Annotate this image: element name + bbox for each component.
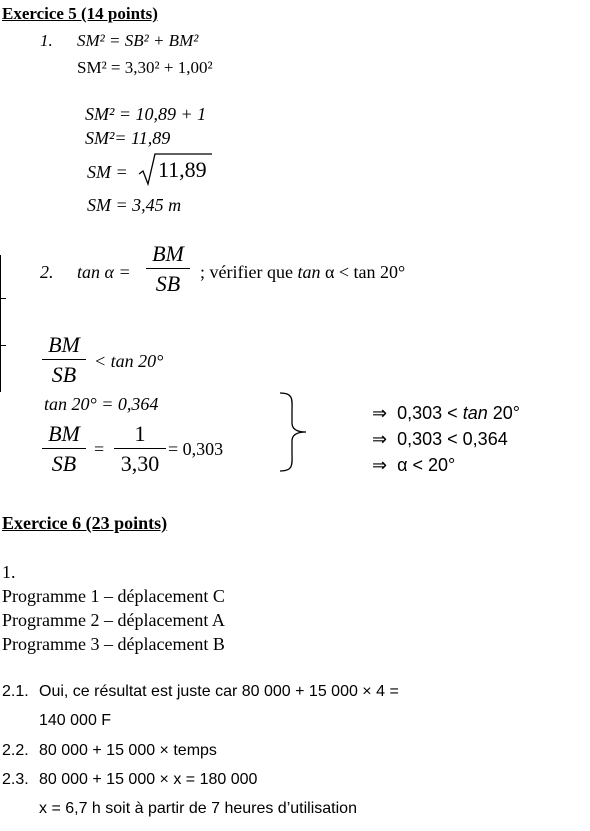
q2-instruction [200, 262, 405, 283]
fraction-bar [146, 268, 190, 269]
implication-tan: tan [462, 403, 488, 423]
program-line-1: Programme 1 – déplacement C [2, 586, 225, 606]
implication-3 [372, 455, 455, 476]
q2-number: 2. [40, 262, 54, 282]
fraction-denominator: SB [155, 271, 181, 296]
margin-tick [0, 298, 6, 299]
implies-arrow-icon: ⇒ [372, 455, 388, 475]
implies-arrow-icon: ⇒ [372, 403, 388, 423]
ratio-result: = 0,303 [168, 439, 224, 459]
q2-instruction-text: ; vérifier que [200, 262, 293, 282]
curly-brace [276, 390, 312, 474]
fraction-denominator: SB [51, 362, 77, 387]
implication-2 [372, 429, 508, 450]
implies-arrow-icon: ⇒ [372, 429, 388, 449]
q2-instruction-tan: tan [297, 262, 321, 282]
pythagoras-line-3: SM² = 10,89 + 1 [85, 104, 207, 124]
margin-bracket-line [0, 255, 1, 392]
equals-sign: = [94, 439, 105, 459]
implication-text: 0,303 < [397, 403, 458, 423]
fraction-bm-sb-3 [42, 423, 86, 475]
implication-1 [372, 403, 520, 424]
fraction-bm-sb-1 [146, 243, 190, 295]
answer-2-3-line-2: x = 6,7 h soit à partir de 7 heures d’utilisation [39, 800, 357, 817]
fraction-bar [42, 448, 86, 449]
answer-2-2-line-1: 80 000 + 15 000 × temps [39, 742, 217, 759]
q2-tan-alpha [77, 262, 131, 283]
fraction-numerator: 1 [134, 421, 146, 446]
fraction-1-over-3-30 [114, 423, 166, 475]
sqrt-radicand: 11,89 [158, 157, 207, 182]
sqrt-prefix: SM = [87, 162, 128, 182]
inequality-rhs: < tan 20° [94, 351, 164, 371]
pythagoras-line-1: SM² = SB² + BM² [77, 31, 199, 50]
fraction-denominator: SB [51, 451, 77, 476]
exercise-5-title: Exercice 5 (14 points) [2, 4, 158, 23]
answer-2-3-line-1: 80 000 + 15 000 × x = 180 000 [39, 771, 258, 788]
fraction-denominator: 3,30 [120, 451, 160, 476]
answer-2-1-number: 2.1. [2, 683, 29, 700]
implication-rest: 20° [492, 403, 520, 423]
tan20-value: tan 20° = 0,364 [44, 394, 159, 414]
implication-text: α < 20° [397, 455, 456, 475]
program-line-3: Programme 3 – déplacement B [2, 634, 225, 654]
fraction-bm-sb-2 [42, 334, 86, 386]
sm-result: SM = 3,45 m [87, 195, 182, 215]
fraction-numerator: BM [48, 332, 80, 357]
q1-number: 1. [40, 31, 53, 50]
answer-2-1-line-1: Oui, ce résultat est juste car 80 000 + 15 000 × 4 = [39, 683, 399, 700]
answer-2-1-line-2: 140 000 F [39, 712, 112, 729]
fraction-bar [114, 448, 166, 449]
pythagoras-line-4: SM²= 11,89 [85, 128, 171, 148]
q1-number-ex6: 1. [2, 562, 16, 582]
exercise-6-title: Exercice 6 (23 points) [2, 513, 168, 533]
answer-2-2-number: 2.2. [2, 742, 29, 759]
q2-tan-label: tan α = [77, 262, 131, 282]
implication-text: 0,303 < 0,364 [397, 429, 508, 449]
fraction-bar [42, 359, 86, 360]
fraction-numerator: BM [152, 241, 184, 266]
answer-2-3-number: 2.3. [2, 771, 29, 788]
margin-tick [0, 345, 6, 346]
program-line-2: Programme 2 – déplacement A [2, 610, 225, 630]
q2-instruction-end: α < tan 20° [324, 262, 406, 282]
pythagoras-line-2: SM² = 3,30² + 1,00² [77, 58, 213, 77]
fraction-numerator: BM [48, 421, 80, 446]
